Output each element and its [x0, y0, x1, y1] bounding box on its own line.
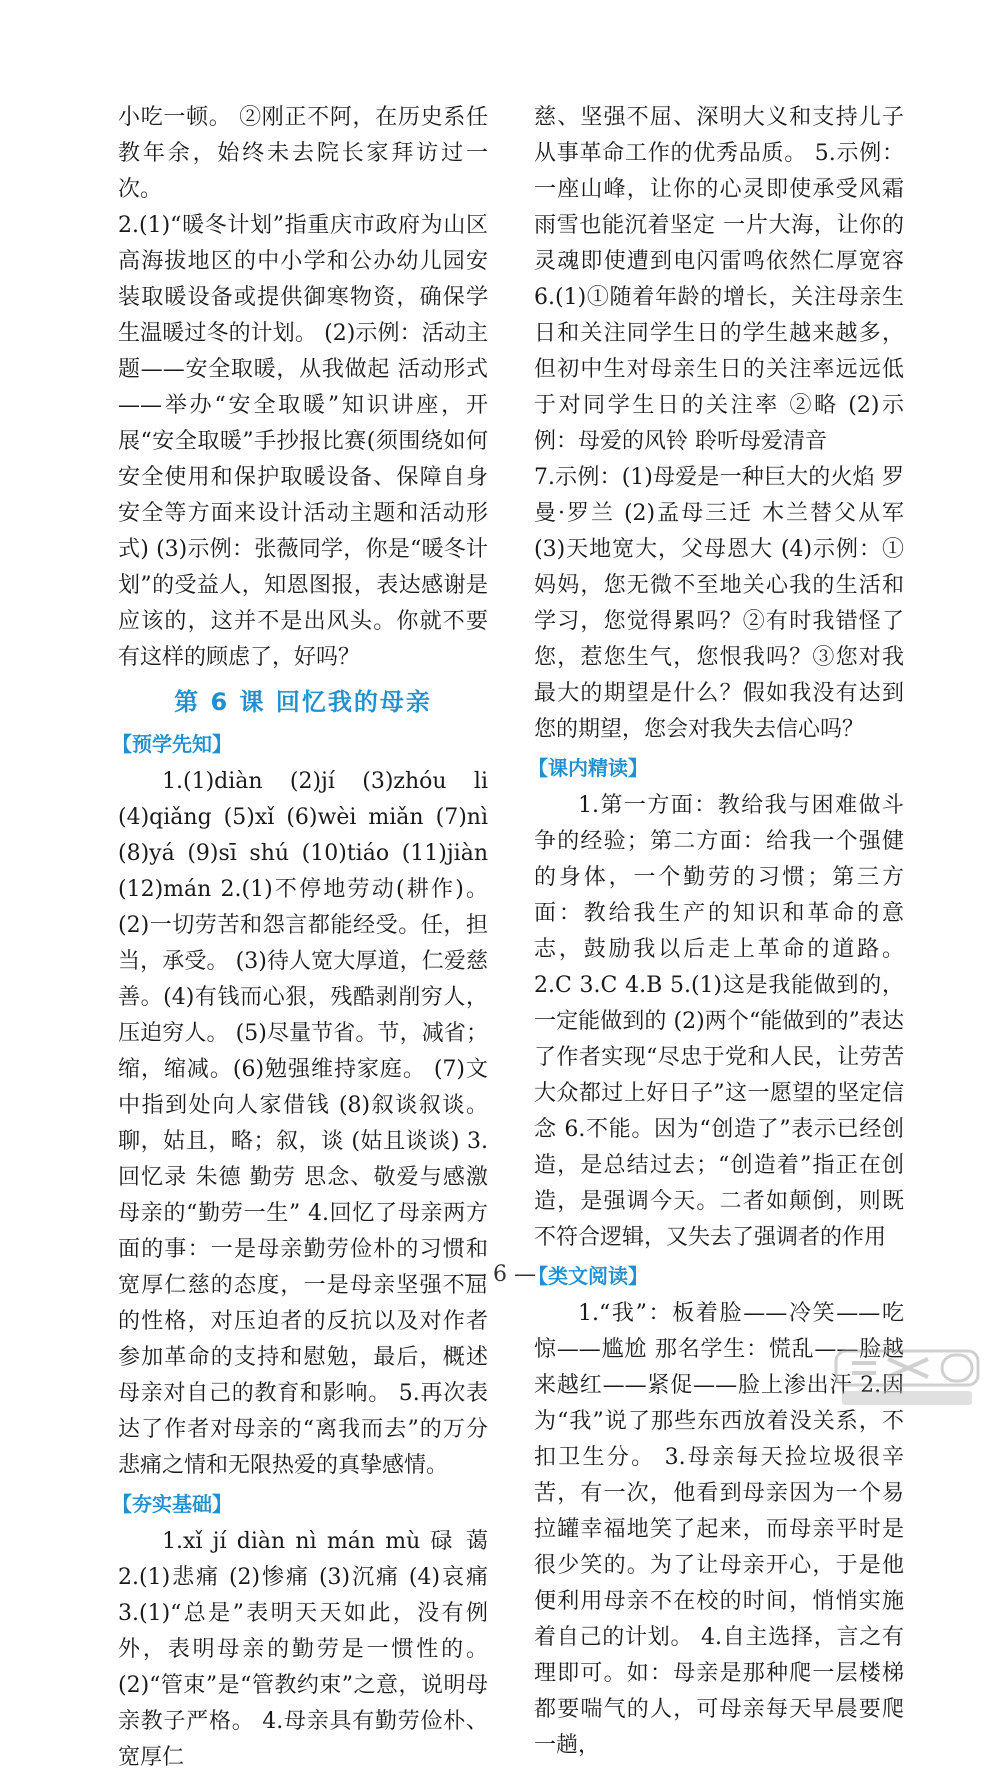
left-paragraph-1: 小吃一顿。 ②刚正不阿，在历史系任教年余，始终未去院长家拜访过一次。	[118, 105, 488, 202]
left-paragraph-3: 1.(1)diàn (2)jí (3)zhóu li (4)qiǎng (5)xǐ (6)wèi miǎn (7)nì (8)yá (9)sī shú (10)tiáo (11)jiàn (12)mán 2.(1)不停地劳动(耕作)。(2)一切劳苦和怨言都能经受。任，担当，承受。 (3)待人宽大厚道，仁爱慈善。(4)有钱而心狠，残酷剥削穷人，压迫穷人。 (5)尽量节省。节，减省；缩，缩减。(6)勉强维持家庭。 (7)文中指到处向人家借钱 (8)叙谈叙谈。聊，姑且，略；叙，谈 (姑且谈谈) 3.回忆录 朱德 勤劳 思念、敬爱与感激 母亲的“勤劳一生” 4.回忆了母亲两方面的事：一是母亲勤劳俭朴的习惯和宽厚仁慈的态度，一是母亲坚强不屈的性格，对压迫者的反抗以及对作者参加革命的支持和慰勉，最后，概述母亲对自己的教育和影响。 5.再次表达了作者对母亲的“离我而去”的万分悲痛之情和无限热爱的真挚感情。	[118, 769, 488, 1478]
left-paragraph-4: 1.xǐ jí diàn nì mán mù 碌 蔼 2.(1)悲痛 (2)惨痛 (3)沉痛 (4)哀痛 3.(1)“总是”表明天天如此，没有例外，表明母亲的勤劳是一惯性的。(2)“管束”是“管教约束”之意，说明母亲教子严格。 4.母亲具有勤劳俭朴、宽厚仁	[118, 1529, 488, 1770]
left-column	[112, 100, 488, 1776]
watermark-logo	[832, 1345, 982, 1411]
right-paragraph-3: 1.第一方面：教给我与困难做斗争的经验；第二方面：给我一个强健的身体，一个勤劳的习惯；第三方面：教给我生产的知识和革命的意志，鼓励我以后走上革命的道路。 2.C 3.C 4.B 5.(1)这是我能做到的，一定能做到的 (2)两个“能做到的”表达了作者实现“尽忠于党和人民，让劳苦大众都过上好日子”这一愿望的坚定信念 6.不能。因为“创造了”表示已经创造，是总结过去；“创造着”指正在创造，是强调今天。二者如颠倒，则既不符合逻辑，又失去了强调者的作用	[534, 793, 904, 1250]
right-paragraph-1: 慈、坚强不屈、深明大义和支持儿子从事革命工作的优秀品质。 5.示例：一座山峰，让你的心灵即使承受风霜雨雪也能沉着坚定 一片大海，让你的灵魂即使遭到电闪雷鸣依然仁厚宽容 6.(1)①随着年龄的增长，关注母亲生日和关注同学生日的学生越来越多，但初中生对母亲生日的关注率远远低于对同学生日的关注率 ②略 (2)示例：母爱的风铃 聆听母爱清音	[534, 105, 904, 454]
watermark-logo-icon	[832, 1345, 982, 1411]
section-tag-extended: 【类文阅读】	[528, 1264, 648, 1288]
section-tag-preview: 【预学先知】	[112, 732, 232, 756]
page-number: — 6 —	[464, 1262, 536, 1287]
right-paragraph-4: 1.“我”：板着脸——冷笑——吃惊——尴尬 那名学生：慌乱——脸越来越红——紧促——脸上渗出汗 2.因为“我”说了那些东西放着没关系，不扣卫生分。 3.母亲每天捡垃圾很辛苦，有一次，他看到母亲因为一个易拉罐幸福地笑了起来，而母亲平时是很少笑的。为了让母亲开心，于是他便利用母亲不在校的时间，悄悄实施着自己的计划。 4.自主选择，言之有理即可。如：母亲是那种爬一层楼梯都要喘气的人，可母亲每天早晨要爬一趟，	[534, 1301, 904, 1758]
section-tag-basic: 【夯实基础】	[112, 1492, 232, 1516]
left-paragraph-2: 2.(1)“暖冬计划”指重庆市政府为山区高海拔地区的中小学和公办幼儿园安装取暖设备或提供御寒物资，确保学生温暖过冬的计划。 (2)示例：活动主题——安全取暖，从我做起 活动形式——举办“安全取暖”知识讲座，开展“安全取暖”手抄报比赛(须围绕如何安全使用和保护取暖设备、保障自身安全等方面来设计活动主题和活动形式) (3)示例：张薇同学，你是“暖冬计划”的受益人，知恩图报，表达感谢是应该的，这并不是出风头。你就不要有这样的顾虑了，好吗？	[118, 213, 488, 670]
section-tag-intensive: 【课内精读】	[528, 756, 648, 780]
right-paragraph-2: 7.示例：(1)母爱是一种巨大的火焰 罗曼·罗兰 (2)孟母三迁 木兰替父从军 (3)天地宽大，父母恩大 (4)示例：①妈妈，您无微不至地关心我的生活和学习，您觉得累吗？②有时我错怪了您，惹您生气，您恨我吗？③您对我最大的期望是什么？假如我没有达到您的期望，您会对我失去信心吗？	[534, 465, 904, 742]
lesson-title: 第 6 课 回忆我的母亲	[174, 688, 432, 716]
right-column	[528, 100, 904, 1764]
